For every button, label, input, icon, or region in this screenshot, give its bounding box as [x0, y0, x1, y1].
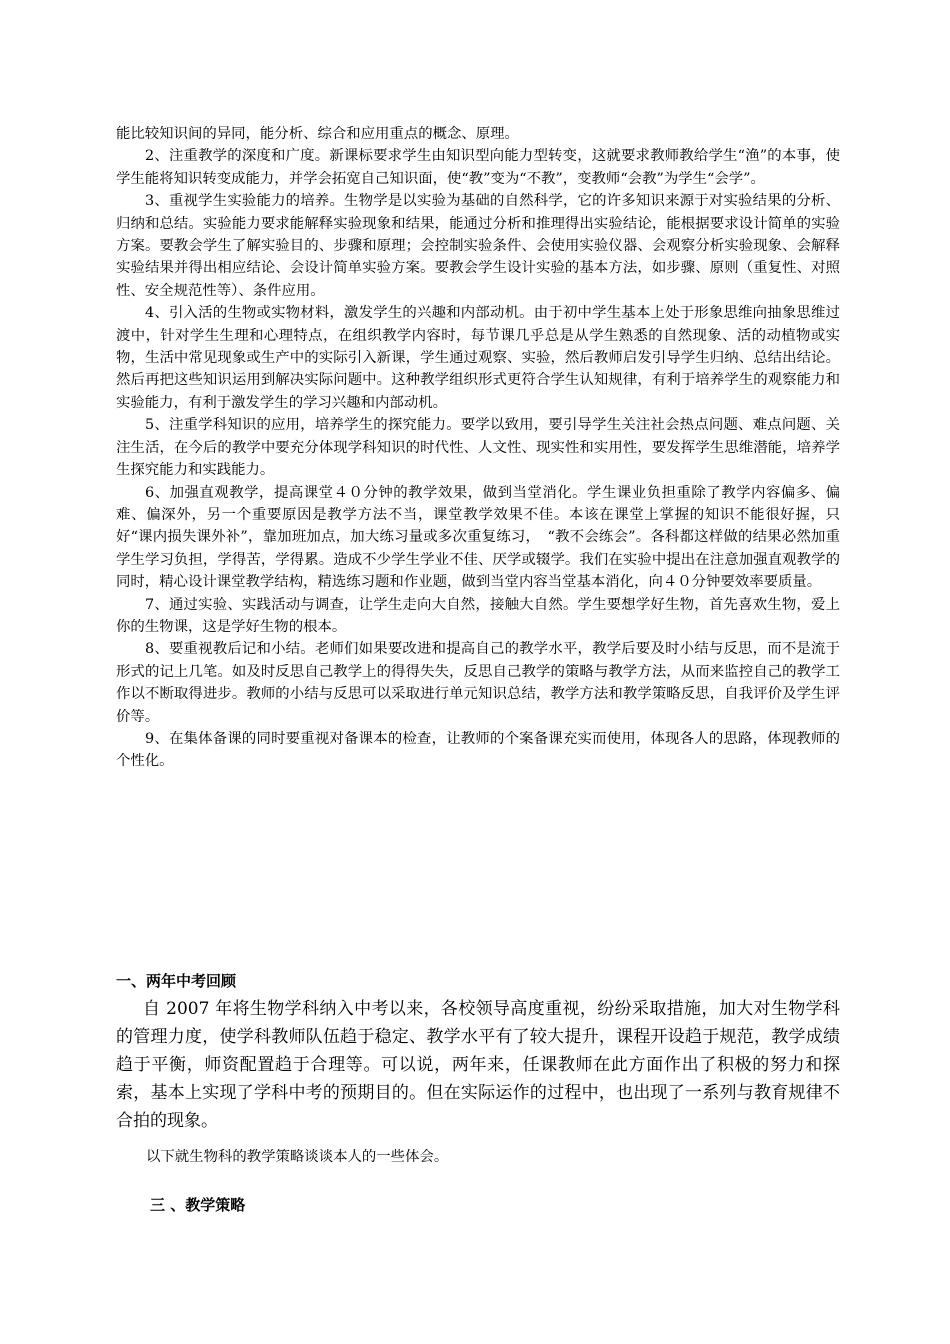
strategy-point-9: 9、在集体备课的同时要重视对备课本的检查，让教师的个案备课充实而使用，体现各人的思路，体现教师的个性化。	[116, 730, 840, 770]
section-review	[116, 970, 840, 1135]
section-review-heading: 一、两年中考回顾	[116, 972, 237, 990]
strategy-point-4: 4、引入活的生物或实物材料，激发学生的兴趣和内部动机。由于初中学生基本上处于形象思维向抽象思维过渡中，针对学生生理和心理特点，在组织教学内容时，每节课几乎总是从学生熟悉的自然现象、活的动植物或实物，生活中常见现象或生产中的实际引入新课，学生通过观察、实验，然后教师启发引导学生归纳、总结出结论。然后再把这些知识运用到解决实际问题中。这种教学组织形式更符合学生认知规律，有利于培养学生的观察能力和实验能力，有利于激发学生的学习兴趣和内部动机。	[116, 305, 840, 411]
strategy-point-8: 8、要重视教后记和小结。老师们如果要改进和提高自己的教学水平，教学后要及时小结与反思，而不是流于形式的记上几笔。如及时反思自己教学上的得得失失，反思自己教学的策略与教学方法，从而来监控自己的教学工作以不断取得进步。教师的小结与反思可以采取进行单元知识总结，教学方法和教学策略反思，自我评价及学生评价等。	[116, 641, 840, 725]
section-review-body: 自 2007 年将生物学科纳入中考以来，各校领导高度重视，纷纷采取措施，加大对生物学科的管理力度，使学科教师队伍趋于稳定、教学水平有了较大提升，课程开设趋于规范，教学成绩趋于平衡，师资配置趋于合理等。可以说，两年来，任课教师在此方面作出了积极的努力和探索，基本上实现了学科中考的预期目的。但在实际运作的过程中，也出现了一系列与教育规律不合拍的现象。	[116, 999, 840, 1131]
closing-line: 以下就生物科的教学策略谈谈本人的一些体会。	[146, 1149, 449, 1165]
strategy-point-2: 2、注重教学的深度和广度。新课标要求学生由知识型向能力型转变，这就要求教师教给学生“渔”的本事，使学生能将知识转变成能力，并学会拓宽自己知识面，使“教”变为“不教”，变教师“会教”为学生“会学”。	[116, 148, 840, 187]
section-strategy-heading: 三 、教学策略	[150, 1196, 246, 1214]
strategy-point-5: 5、注重学科知识的应用，培养学生的探究能力。要学以致用，要引导学生关注社会热点问题、难点问题、关注生活，在今后的教学中要充分体现学科知识的时代性、人文性、现实性和实用性，要发挥学生思维潜能，培养学生探究能力和实践能力。	[116, 417, 840, 479]
strategy-point-7: 7、通过实验、实践活动与调查，让学生走向大自然，接触大自然。学生要想学好生物，首先喜欢生物，爱上你的生物课，这是学好生物的根本。	[116, 596, 840, 635]
strategy-point-3: 3、重视学生实验能力的培养。生物学是以实验为基础的自然科学，它的许多知识来源于对实验结果的分析、归纳和总结。实验能力要求能解释实验现象和结果，能通过分析和推理得出实验结论，能根据要求设计简单的实验方案。要教会学生了解实验目的、步骤和原理；会控制实验条件、会使用实验仪器、会观察分析实验现象、会解释实验结果并得出相应结论、会设计简单实验方案。要教会学生设计实验的基本方法，如步骤、原则（重复性、对照性、安全规范性等）、条件应用。	[116, 193, 840, 299]
strategy-point-6: 6、加强直观教学，提高课堂４０分钟的教学效果，做到当堂消化。学生课业负担重除了教学内容偏多、偏难、偏深外，另一个重要原因是教学方法不当，课堂教学效果不佳。本该在课堂上掌握的知识不能很好握，只好“课内损失课外补”，靠加班加点，加大练习量或多次重复练习， “教不会练会”。各科都这样做的结果必然加重学生学习负担，学得苦，学得累。造成不少学生学业不佳、厌学或辍学。我们在实验中提出在注意加强直观教学的同时，精心设计课堂教学结构，精选练习题和作业题，做到当堂内容当堂基本消化，向４０分钟要效率要质量。	[116, 484, 840, 591]
intro-paragraph: 能比较知识间的异同，能分析、综合和应用重点的概念、原理。	[116, 126, 519, 142]
strategy-list	[116, 123, 840, 773]
